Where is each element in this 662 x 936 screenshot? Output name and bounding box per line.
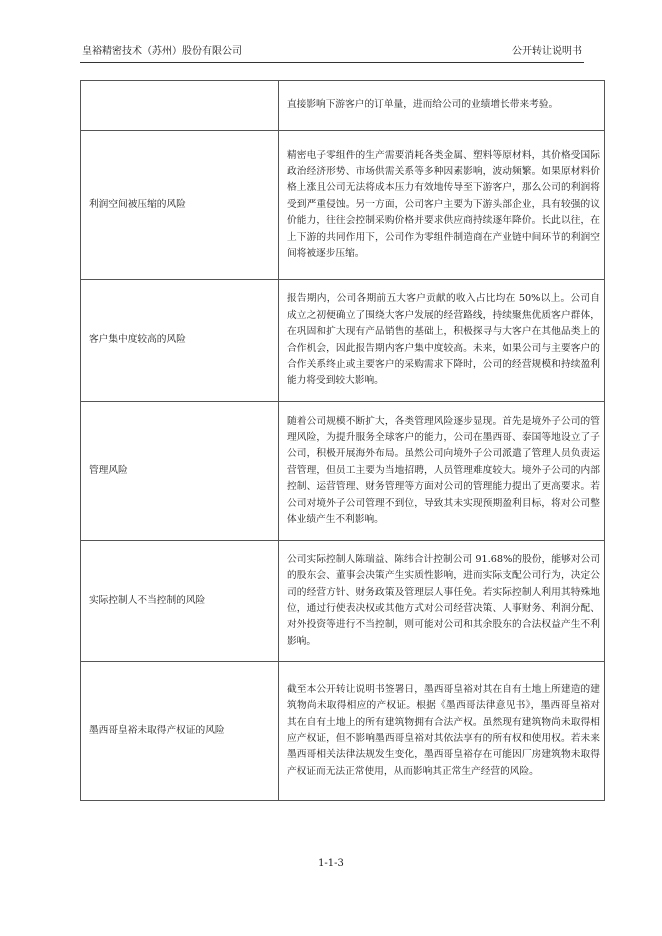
risk-name-cell: 管理风险 xyxy=(81,402,279,541)
risk-description-cell: 报告期内，公司各期前五大客户贡献的收入占比均在 50%以上。公司自成立之初便确立了围绕大客户发展的经营路线，持续聚焦优质客户群体，在巩固和扩大现有产品销售的基础上，积极探寻与大客户在其他品类上的合作机会，因此报告期内客户集中度较高。未来，如果公司与主要客户的合作关系终止或主要客户的采购需求下降时，公司的经营规模和持续盈利能力将受到较大影响。 xyxy=(279,280,605,402)
table-row xyxy=(81,662,605,801)
risk-description-cell: 截至本公开转让说明书签署日，墨西哥皇裕对其在自有土地上所建造的建筑物尚未取得相应的产权证。根据《墨西哥法律意见书》，墨西哥皇裕对其在自有土地上的所有建筑物拥有合法产权。虽然现有建筑物尚未取得相应产权证，但不影响墨西哥皇裕对其依法享有的所有权和使用权。若未来墨西哥相关法律法规发生变化，墨西哥皇裕存在可能因厂房建筑物未取得产权证而无法正常使用，从而影响其正常生产经营的风险。 xyxy=(279,662,605,801)
page-header xyxy=(80,44,584,63)
risk-name-cell xyxy=(81,81,279,131)
table-row xyxy=(81,81,605,131)
risk-description-cell: 随着公司规模不断扩大，各类管理风险逐步显现。首先是境外子公司的管理风险，为提升服务全球客户的能力，公司在墨西哥、泰国等地设立了子公司，积极开展海外布局。虽然公司向境外子公司派遣了管理人员负责运营管理，但员工主要为当地招聘，人员管理难度较大。境外子公司的内部控制、运营管理、财务管理等方面对公司的管理能力提出了更高要求。若公司对境外子公司管理不到位，导致其未实现预期盈利目标，将对公司整体业绩产生不利影响。 xyxy=(279,402,605,541)
risk-description-cell: 精密电子零组件的生产需要消耗各类金属、塑料等原材料，其价格受国际政治经济形势、市场供需关系等多种因素影响，波动频繁。如果原材料价格上涨且公司无法将成本压力有效地传导至下游客户，那么公司的利润将受到严重侵蚀。另一方面，公司客户主要为下游头部企业，具有较强的议价能力，往往会控制采购价格并要求供应商持续逐年降价。长此以往，在上下游的共同作用下，公司作为零组件制造商在产业链中间环节的利润空间将被逐步压缩。 xyxy=(279,131,605,280)
table-row xyxy=(81,402,605,541)
table-row xyxy=(81,131,605,280)
risk-name-cell: 实际控制人不当控制的风险 xyxy=(81,541,279,662)
header-document-title: 公开转让说明书 xyxy=(512,46,582,57)
header-company-name: 皇裕精密技术（苏州）股份有限公司 xyxy=(82,46,242,57)
page-number: 1-1-3 xyxy=(318,858,344,869)
risk-description-cell: 公司实际控制人陈瑞益、陈纬合计控制公司 91.68%的股份，能够对公司的股东会、董事会决策产生实质性影响，进而实际支配公司行为，决定公司的经营方针、财务政策及管理层人事任免。若实际控制人利用其特殊地位，通过行使表决权或其他方式对公司经营决策、人事财务、利润分配、对外投资等进行不当控制，则可能对公司和其余股东的合法权益产生不利影响。 xyxy=(279,541,605,662)
risk-name-cell: 墨西哥皇裕未取得产权证的风险 xyxy=(81,662,279,801)
table-row xyxy=(81,280,605,402)
risk-name-cell: 利润空间被压缩的风险 xyxy=(81,131,279,280)
risk-table xyxy=(80,80,605,801)
risk-name-cell: 客户集中度较高的风险 xyxy=(81,280,279,402)
risk-description-cell: 直接影响下游客户的订单量，进而给公司的业绩增长带来考验。 xyxy=(279,81,605,131)
table-row xyxy=(81,541,605,662)
